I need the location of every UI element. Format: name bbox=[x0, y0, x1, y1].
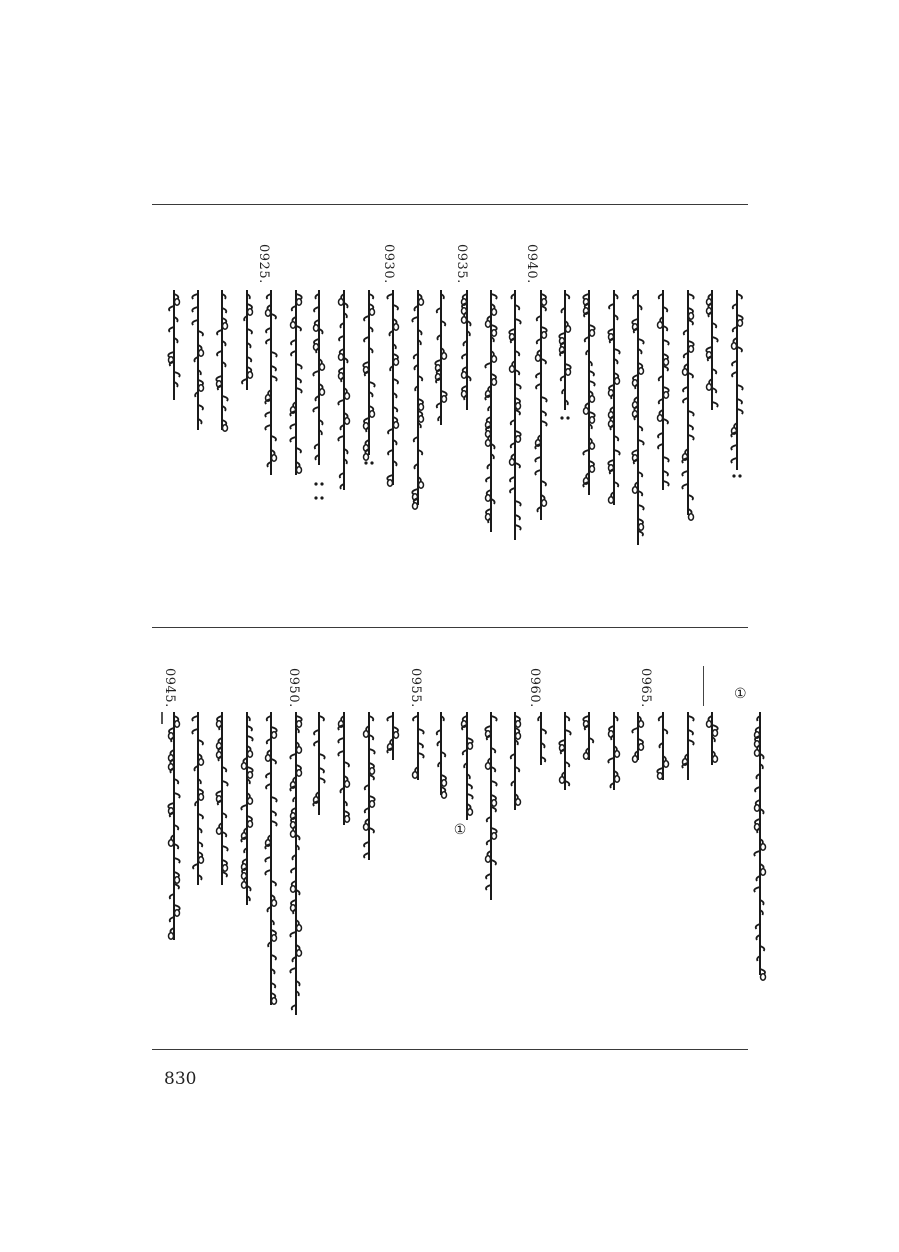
script-column bbox=[241, 712, 252, 905]
script-glyph bbox=[223, 425, 228, 431]
script-column bbox=[485, 290, 496, 532]
script-column bbox=[657, 712, 668, 780]
script-column bbox=[338, 712, 349, 825]
script-column bbox=[412, 290, 423, 509]
punctuation-dot bbox=[320, 496, 323, 499]
script-glyph bbox=[755, 805, 760, 811]
script-column bbox=[632, 712, 643, 762]
script-glyph bbox=[419, 416, 424, 422]
line-number: 0930. bbox=[381, 244, 396, 284]
script-glyph bbox=[339, 354, 344, 360]
script-glyph bbox=[291, 886, 296, 892]
script-glyph bbox=[536, 355, 541, 361]
script-glyph bbox=[419, 404, 424, 410]
script-glyph bbox=[584, 408, 589, 414]
script-glyph bbox=[291, 831, 296, 837]
punctuation-dot bbox=[314, 496, 317, 499]
script-glyph bbox=[633, 487, 638, 493]
script-column bbox=[632, 290, 643, 545]
script-glyph bbox=[609, 497, 614, 503]
script-glyph bbox=[442, 792, 447, 798]
script-glyph bbox=[199, 857, 204, 863]
punctuation-dot bbox=[320, 482, 323, 485]
script-glyph bbox=[516, 721, 521, 727]
script-column bbox=[462, 712, 473, 820]
script-glyph bbox=[370, 801, 375, 807]
script-glyph bbox=[248, 772, 253, 778]
script-glyph bbox=[297, 925, 302, 931]
script-glyph bbox=[633, 756, 638, 762]
script-glyph bbox=[413, 772, 418, 778]
script-glyph bbox=[761, 974, 766, 980]
script-glyph bbox=[370, 309, 375, 315]
script-glyph bbox=[755, 750, 760, 756]
line-number: 0965. bbox=[638, 668, 653, 708]
script-column bbox=[538, 712, 546, 765]
script-glyph bbox=[584, 753, 589, 759]
script-column bbox=[265, 712, 276, 1005]
script-glyph bbox=[689, 313, 694, 319]
script-glyph bbox=[566, 326, 571, 332]
punctuation-dot bbox=[364, 461, 367, 464]
script-glyph bbox=[272, 455, 277, 461]
script-glyph bbox=[492, 833, 497, 839]
punctuation-dot bbox=[566, 416, 569, 419]
script-glyph bbox=[664, 359, 669, 365]
script-column bbox=[216, 712, 227, 885]
inline-footnote-marker: ① bbox=[452, 822, 468, 838]
script-column bbox=[706, 290, 717, 410]
script-glyph bbox=[291, 322, 296, 328]
script-column bbox=[682, 290, 693, 520]
script-glyph bbox=[492, 309, 497, 315]
script-glyph bbox=[590, 443, 595, 449]
script-glyph bbox=[394, 359, 399, 365]
script-glyph bbox=[542, 500, 547, 506]
script-column bbox=[608, 712, 619, 790]
punctuation-dot bbox=[732, 474, 735, 477]
script-glyph bbox=[339, 299, 344, 305]
script-glyph bbox=[199, 350, 204, 356]
script-glyph bbox=[516, 799, 521, 805]
script-column bbox=[462, 290, 471, 410]
script-glyph bbox=[175, 299, 180, 305]
script-glyph bbox=[486, 321, 491, 327]
script-column bbox=[290, 712, 301, 1015]
script-glyph bbox=[248, 798, 253, 804]
script-glyph bbox=[707, 384, 712, 390]
script-column bbox=[435, 290, 446, 425]
script-glyph bbox=[297, 770, 302, 776]
script-glyph bbox=[248, 372, 253, 378]
script-glyph bbox=[683, 369, 688, 375]
script-glyph bbox=[761, 844, 766, 850]
script-glyph bbox=[297, 747, 302, 753]
line-number: 0935. bbox=[454, 244, 469, 284]
script-glyph bbox=[639, 744, 644, 750]
punctuation-dot bbox=[370, 461, 373, 464]
script-glyph bbox=[345, 781, 350, 787]
script-column bbox=[707, 712, 718, 765]
punctuation-dot bbox=[314, 482, 317, 485]
script-glyph bbox=[242, 763, 247, 769]
script-glyph bbox=[492, 330, 497, 336]
script-column bbox=[364, 712, 375, 860]
script-glyph bbox=[492, 379, 497, 385]
script-glyph bbox=[615, 751, 620, 757]
script-glyph bbox=[320, 389, 325, 395]
script-glyph bbox=[272, 900, 277, 906]
script-column bbox=[535, 290, 546, 520]
script-glyph bbox=[394, 732, 399, 738]
punctuation-dot bbox=[738, 474, 741, 477]
script-glyph bbox=[297, 467, 302, 473]
script-glyph bbox=[223, 323, 228, 329]
script-glyph bbox=[248, 309, 253, 315]
script-glyph bbox=[486, 856, 491, 862]
script-glyph bbox=[468, 809, 473, 815]
script-column bbox=[583, 712, 593, 760]
script-column bbox=[559, 712, 570, 790]
script-glyph bbox=[199, 794, 204, 800]
script-column bbox=[509, 290, 520, 540]
line-number: 0950. bbox=[286, 668, 301, 708]
script-column bbox=[608, 290, 619, 505]
script-glyph bbox=[266, 310, 271, 316]
script-glyph bbox=[516, 436, 521, 442]
script-glyph bbox=[217, 828, 222, 834]
script-glyph bbox=[590, 330, 595, 336]
script-glyph bbox=[175, 877, 180, 883]
script-glyph bbox=[462, 372, 467, 378]
script-column bbox=[168, 712, 179, 940]
script-glyph bbox=[492, 800, 497, 806]
script-glyph bbox=[639, 368, 644, 374]
script-glyph bbox=[442, 780, 447, 786]
punctuation-dot bbox=[560, 416, 563, 419]
script-glyph bbox=[242, 882, 247, 888]
line-number: 0925. bbox=[256, 244, 271, 284]
script-glyph bbox=[345, 816, 350, 822]
script-glyph bbox=[664, 392, 669, 398]
script-glyph bbox=[486, 440, 491, 446]
script-column bbox=[313, 712, 324, 815]
script-glyph bbox=[542, 332, 547, 338]
script-glyph bbox=[297, 721, 302, 727]
script-glyph bbox=[658, 773, 663, 779]
script-glyph bbox=[516, 733, 521, 739]
script-glyph bbox=[542, 299, 547, 305]
script-glyph bbox=[272, 935, 277, 941]
script-glyph bbox=[658, 322, 663, 328]
script-glyph bbox=[413, 503, 418, 509]
script-column bbox=[682, 712, 693, 780]
script-glyph bbox=[345, 393, 350, 399]
script-glyph bbox=[388, 480, 393, 486]
script-glyph bbox=[713, 756, 718, 762]
script-column bbox=[216, 290, 227, 431]
script-glyph bbox=[658, 415, 663, 421]
script-glyph bbox=[297, 950, 302, 956]
script-glyph bbox=[394, 324, 399, 330]
script-glyph bbox=[169, 840, 174, 846]
script-glyph bbox=[761, 869, 766, 875]
script-glyph bbox=[419, 482, 424, 488]
script-glyph bbox=[175, 721, 180, 727]
script-column bbox=[290, 290, 301, 475]
script-glyph bbox=[272, 732, 277, 738]
script-glyph bbox=[486, 495, 491, 501]
script-column bbox=[242, 290, 253, 390]
script-glyph bbox=[492, 356, 497, 362]
script-glyph bbox=[707, 721, 712, 727]
script-glyph bbox=[713, 730, 718, 736]
script-glyph bbox=[516, 403, 521, 409]
script-glyph bbox=[590, 417, 595, 423]
script-column bbox=[192, 712, 203, 885]
script-glyph bbox=[199, 759, 204, 765]
script-glyph bbox=[462, 317, 467, 323]
line-number: 0940. bbox=[524, 244, 539, 284]
script-column bbox=[387, 712, 398, 760]
script-glyph bbox=[248, 751, 253, 757]
script-glyph bbox=[689, 346, 694, 352]
script-glyph bbox=[486, 763, 491, 769]
script-column bbox=[731, 290, 742, 470]
script-glyph bbox=[199, 385, 204, 391]
script-column bbox=[437, 712, 447, 798]
script-glyph bbox=[320, 364, 325, 370]
script-glyph bbox=[510, 459, 515, 465]
script-glyph bbox=[297, 299, 302, 305]
script-glyph bbox=[442, 396, 447, 402]
script-glyph bbox=[442, 353, 447, 359]
script-column bbox=[511, 712, 521, 810]
script-glyph bbox=[639, 721, 644, 727]
script-glyph bbox=[370, 768, 375, 774]
script-glyph bbox=[615, 776, 620, 782]
script-glyph bbox=[345, 418, 350, 424]
script-glyph bbox=[272, 998, 277, 1004]
script-glyph bbox=[615, 378, 620, 384]
script-column bbox=[168, 290, 179, 400]
script-column bbox=[583, 290, 594, 495]
script-glyph bbox=[314, 325, 319, 331]
page-number: 830 bbox=[164, 1069, 197, 1089]
script-column bbox=[658, 290, 669, 490]
script-glyph bbox=[364, 824, 369, 830]
script-glyph bbox=[248, 821, 253, 827]
line-number: 0955. bbox=[408, 668, 423, 708]
script-glyph bbox=[639, 524, 644, 530]
script-glyph bbox=[566, 369, 571, 375]
script-glyph bbox=[169, 933, 174, 939]
script-glyph bbox=[419, 299, 424, 305]
script-glyph bbox=[560, 777, 565, 783]
script-glyph bbox=[689, 514, 694, 520]
script-glyph bbox=[175, 910, 180, 916]
script-glyph bbox=[510, 366, 515, 372]
script-column bbox=[192, 290, 203, 430]
script-glyph bbox=[590, 466, 595, 472]
script-glyph bbox=[223, 865, 228, 871]
script-glyph bbox=[732, 343, 737, 349]
script-column bbox=[559, 290, 570, 410]
script-glyph bbox=[590, 396, 595, 402]
script-glyph bbox=[394, 422, 399, 428]
script-column bbox=[485, 712, 496, 900]
script-column bbox=[338, 290, 349, 490]
script-glyph bbox=[364, 731, 369, 737]
script-column bbox=[265, 290, 276, 475]
script-glyph bbox=[738, 320, 743, 326]
script-glyph bbox=[266, 755, 271, 761]
line-number: 0960. bbox=[527, 668, 542, 708]
script-column bbox=[387, 290, 398, 486]
script-column bbox=[363, 290, 374, 460]
script-column bbox=[754, 712, 765, 980]
script-column bbox=[413, 712, 424, 780]
script-glyph bbox=[370, 411, 375, 417]
script-column bbox=[313, 290, 324, 465]
script-glyph bbox=[468, 743, 473, 749]
footnote-marker: ① bbox=[734, 686, 747, 702]
script-glyph bbox=[364, 454, 369, 460]
script-glyph bbox=[664, 761, 669, 767]
line-number: 0945. bbox=[162, 668, 177, 708]
